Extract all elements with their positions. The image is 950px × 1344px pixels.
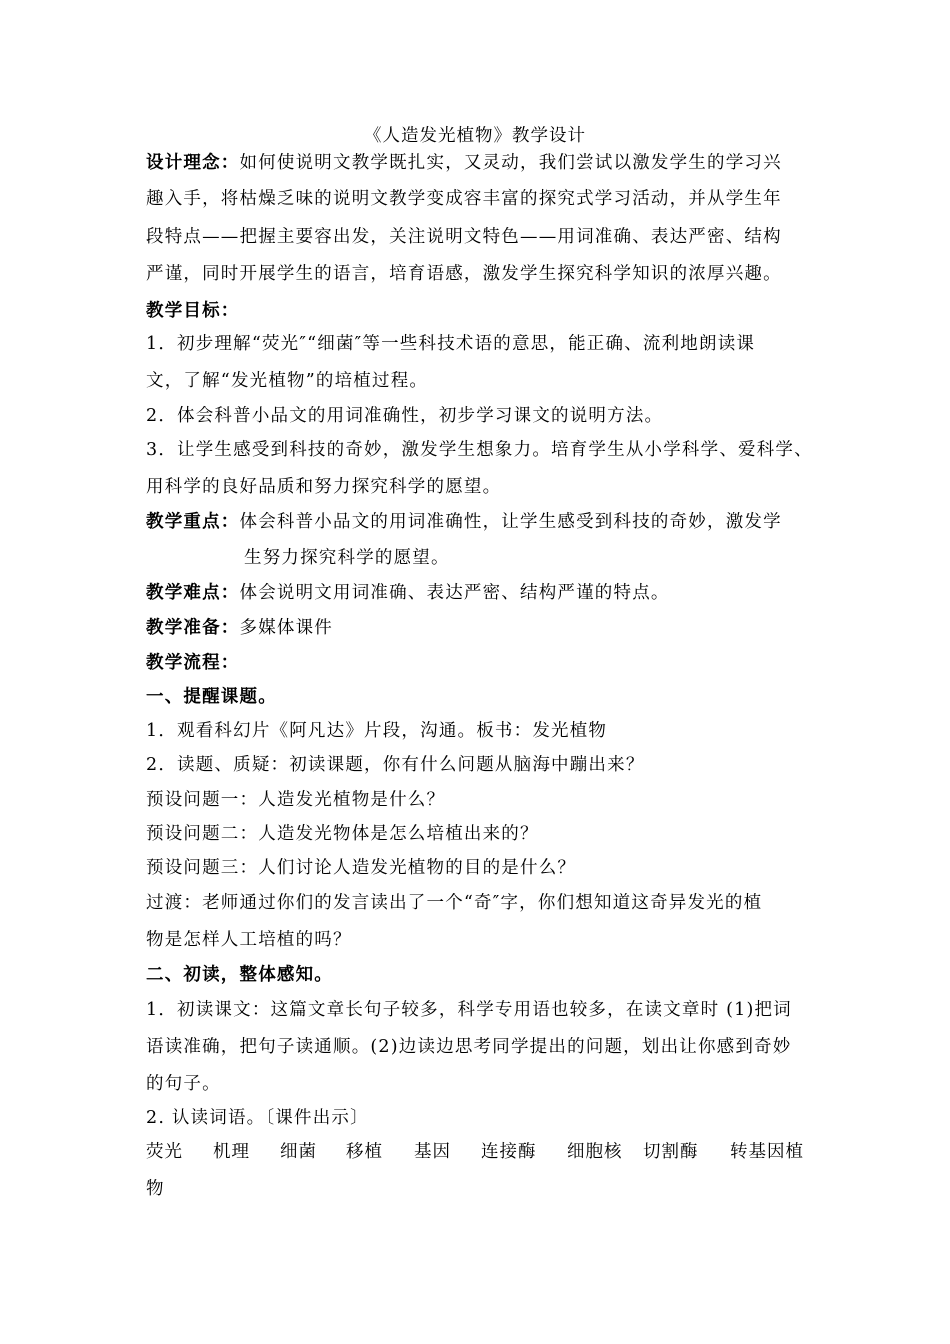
section-2-heading: 二、初读，整体感知。 (146, 965, 333, 985)
design-concept-line-1 (146, 150, 782, 176)
key-points-line-2: 生努力探究科学的愿望。 (244, 548, 450, 568)
design-concept-text-1: 如何使说明文教学既扎实，又灵动，我们尝试以激发学生的学习兴 (239, 153, 782, 173)
difficulties-label: 教学难点： (146, 583, 240, 603)
section-2-item-2: 2. 认读词语。〔课件出示〕 (146, 1108, 369, 1128)
design-concept-line-4: 严谨，同时开展学生的语言，培育语感，激发学生探究科学知识的浓厚兴趣。 (146, 264, 782, 284)
goal-3-line-2: 用科学的良好品质和努力探究科学的愿望。 (146, 477, 502, 497)
transition-line-2: 物是怎样人工培植的吗？ (146, 930, 352, 950)
preparation-text: 多媒体课件 (239, 618, 333, 638)
section-1-heading: 一、提醒课题。 (146, 687, 277, 707)
teaching-flow-heading: 教学流程： (146, 653, 240, 673)
vocab-word: 移植 (346, 1142, 383, 1162)
goal-2: 2．体会科普小品文的用词准确性，初步学习课文的说明方法。 (146, 406, 664, 426)
design-concept-line-2: 趣入手，将枯燥乏味的说明文教学变成容丰富的探究式学习活动，并从学生年 (146, 189, 782, 209)
vocab-word: 机理 (213, 1142, 250, 1162)
key-points-text-1: 体会科普小品文的用词准确性，让学生感受到科技的奇妙，激发学 (239, 512, 782, 532)
preparation-line (146, 615, 333, 641)
section-1-item-1: 1．观看科幻片《阿凡达》片段，沟通。板书：发光植物 (146, 721, 608, 741)
vocab-word: 转基因植 (730, 1142, 804, 1162)
vocab-word: 连接酶 (481, 1142, 537, 1162)
vocab-word: 细菌 (280, 1142, 317, 1162)
design-concept-line-3: 段特点——把握主要容出发，关注说明文特色——用词准确、表达严密、结构 (146, 227, 782, 247)
transition-line-1: 过渡：老师通过你们的发言读出了一个“奇″字，你们想知道这奇异发光的植 (146, 893, 763, 913)
vocab-word: 细胞核 (567, 1142, 623, 1162)
vocab-word: 切割酶 (643, 1142, 699, 1162)
section-2-item-1-line-1: 1．初读课文：这篇文章长句子较多，科学专用语也较多，在读文章时 (1)把词 (146, 1000, 792, 1020)
goal-3-line-1: 3．让学生感受到科技的奇妙，激发学生想象力。培育学生从小学科学、爱科学、 (146, 440, 813, 460)
key-points-label: 教学重点： (146, 512, 240, 532)
design-concept-label: 设计理念： (146, 153, 240, 173)
preset-question-3: 预设问题三：人们讨论人造发光植物的目的是什么？ (146, 858, 577, 878)
section-2-item-1-line-3: 的句子。 (146, 1074, 221, 1094)
vocab-word-tail: 物 (146, 1179, 165, 1199)
preset-question-1: 预设问题一：人造发光植物是什么？ (146, 790, 446, 810)
vocab-word: 荧光 (146, 1142, 183, 1162)
section-2-item-1-line-2: 语读准确，把句子读通顺。(2)边读边思考同学提出的问题，划出让你感到奇妙 (146, 1037, 792, 1057)
key-points-line-1 (146, 509, 782, 535)
document-title: 《人造发光植物》教学设计 (364, 126, 586, 146)
difficulties-text: 体会说明文用词准确、表达严密、结构严谨的特点。 (239, 583, 670, 603)
teaching-goals-heading: 教学目标： (146, 301, 240, 321)
difficulties-line (146, 580, 670, 606)
vocab-word: 基因 (414, 1142, 451, 1162)
section-1-item-2: 2．读题、质疑：初读课题，你有什么问题从脑海中蹦出来？ (146, 755, 645, 775)
preset-question-2: 预设问题二：人造发光物体是怎么培植出来的？ (146, 824, 539, 844)
preparation-label: 教学准备： (146, 618, 240, 638)
goal-1-line-2: 文，了解“发光植物”的培植过程。 (146, 371, 429, 391)
goal-1-line-1: 1．初步理解“荧光″“细菌″等一些科技术语的意思，能正确、流利地朗读课 (146, 334, 756, 354)
